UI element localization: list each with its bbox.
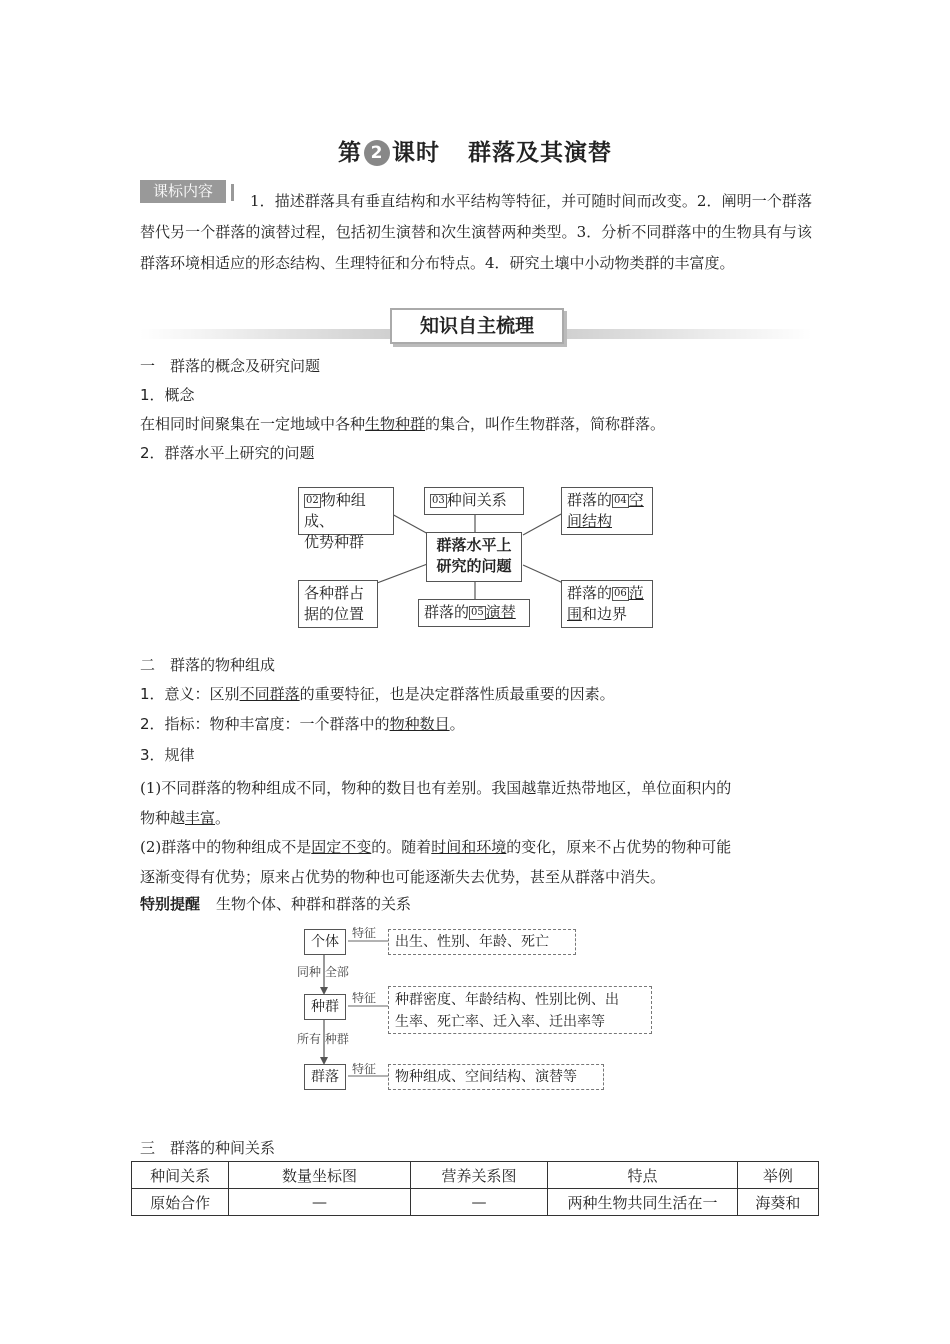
- lesson-number-badge: 2: [364, 140, 390, 166]
- concept-text-b: 的集合，叫作生物群落，简称群落。: [425, 415, 666, 433]
- page-title: [0, 134, 950, 167]
- index-b: 。: [449, 715, 465, 733]
- box1-line1: 物种组成、: [304, 491, 366, 530]
- table-header: 特点: [548, 1162, 738, 1189]
- rule2-key1: 固定不变: [311, 838, 372, 856]
- center-line1: 群落水平上: [436, 536, 512, 554]
- tip-label: 特别提醒: [140, 895, 201, 913]
- rule-label: 3．规律: [140, 746, 195, 764]
- research-label: 2．群落水平上研究的问题: [140, 444, 315, 462]
- flow-node-individual: 个体: [304, 929, 346, 955]
- diagram-box-spatial: [561, 487, 653, 535]
- box6-key2: 围: [567, 605, 583, 623]
- blank-02: 02: [306, 495, 319, 506]
- section-banner: 知识自主梳理: [390, 308, 564, 344]
- standards-text: 1．描述群落具有垂直结构和水平结构等特征，并可随时间而改变。2．阐明一个群落替代另一个群落的演替过程，包括初生演替和次生演替两种类型。3．分析不同群落中的生物具有与该群落环境相适应的形态结构、生理特征和分布特点。4．研究土壤中小动物类群的丰富度。: [140, 192, 812, 272]
- concept-text-a: 在相同时间聚集在一定地域中各种: [140, 415, 366, 433]
- rule1-c: 。: [215, 809, 231, 827]
- flow-desc-3: 物种组成、空间结构、演替等: [388, 1064, 604, 1090]
- meaning-key: 不同群落: [239, 685, 300, 703]
- center-line2: 研究的问题: [436, 557, 512, 575]
- table-cell: —: [229, 1189, 411, 1216]
- rule2-c: 的变化，原来不占优势的物种可能: [506, 838, 732, 856]
- flow-feature-label-1: 特征: [352, 926, 377, 940]
- flow-arrow-label-1: 同种 全部: [297, 965, 349, 979]
- meaning-label: 1．意义：: [140, 685, 210, 703]
- table-header-row: [132, 1162, 819, 1189]
- rule2-a: (2)群落中的物种组成不是: [140, 838, 312, 856]
- concept-key: 生物种群: [365, 415, 426, 433]
- table-header: 种间关系: [132, 1162, 229, 1189]
- diagram-box-interspecific: [424, 487, 524, 515]
- meaning-line: [140, 683, 812, 704]
- blank-03: 03: [432, 495, 445, 506]
- box3-key: 空: [628, 491, 644, 509]
- index-a: 物种丰富度：一个群落中的: [209, 715, 390, 733]
- flow-desc-1: 出生、性别、年龄、死亡: [388, 929, 576, 955]
- section1-heading: 一 群落的概念及研究问题: [140, 357, 321, 375]
- table-cell: 海葵和: [737, 1189, 818, 1216]
- tip-text: 生物个体、种群和群落的关系: [216, 895, 412, 913]
- blank-05: 05: [471, 607, 484, 618]
- blank-06: 06: [614, 588, 627, 599]
- flow-node-population: 种群: [304, 994, 346, 1020]
- meaning-a: 区别: [209, 685, 240, 703]
- section3-heading: 三 群落的种间关系: [140, 1139, 276, 1157]
- box6-prefix: 群落的: [567, 584, 613, 602]
- index-label: 2．指标：: [140, 715, 210, 733]
- flow-node-community: 群落: [304, 1064, 346, 1090]
- title-topic: 群落及其演替: [468, 140, 612, 166]
- box6-key: 范: [628, 584, 644, 602]
- box4-line1: 各种群占: [304, 584, 365, 602]
- rule1-a: (1)不同群落的物种组成不同，物种的数目也有差别。我国越靠近热带地区，单位面积内的: [140, 779, 732, 797]
- diagram-box-boundary: [561, 580, 653, 628]
- table-cell: 两种生物共同生活在一: [548, 1189, 738, 1216]
- flow-desc-2: [388, 986, 652, 1034]
- tip-line: [140, 893, 812, 914]
- diagram-center: [426, 532, 522, 582]
- interspecific-table: [131, 1161, 819, 1216]
- box5-prefix: 群落的: [424, 603, 470, 621]
- flow-feature-label-2: 特征: [352, 991, 377, 1005]
- rule1-key: 丰富: [185, 809, 216, 827]
- table-header: 营养关系图: [410, 1162, 547, 1189]
- diagram-box-composition: [298, 487, 394, 551]
- index-key: 物种数目: [389, 715, 450, 733]
- box5-key: 演替: [485, 603, 516, 621]
- rule2-b: 的。随着: [371, 838, 432, 856]
- box2-text: 种间关系: [446, 491, 507, 509]
- flow-arrow-label-2: 所有 种群: [297, 1032, 349, 1046]
- flow-desc-2-line2: 生率、死亡率、迁入率、迁出率等: [395, 1014, 605, 1030]
- table-header: 举例: [737, 1162, 818, 1189]
- concept-text: [140, 413, 812, 434]
- table-cell: —: [410, 1189, 547, 1216]
- rule2-d: 逐渐变得有优势；原来占优势的物种也可能逐渐失去优势，甚至从群落中消失。: [140, 868, 666, 886]
- flow-desc-2-line1: 种群密度、年龄结构、性别比例、出: [395, 992, 619, 1008]
- blank-04: 04: [614, 495, 627, 506]
- index-line: [140, 713, 812, 734]
- rule2-key2: 时间和环境: [431, 838, 507, 856]
- box4-line2: 据的位置: [304, 605, 365, 623]
- box3-prefix: 群落的: [567, 491, 613, 509]
- section2-heading: 二 群落的物种组成: [140, 656, 276, 674]
- box1-line2: 优势种群: [304, 533, 365, 551]
- standards-tag: 课标内容: [140, 180, 226, 203]
- diagram-box-succession: [418, 599, 530, 627]
- table-row: [132, 1189, 819, 1216]
- rule-2: [140, 832, 812, 892]
- table-cell: 原始合作: [132, 1189, 229, 1216]
- box3-line2: 间结构: [567, 512, 613, 530]
- table-header: 数量坐标图: [229, 1162, 411, 1189]
- flow-feature-label-3: 特征: [352, 1062, 377, 1076]
- meaning-b: 的重要特征，也是决定群落性质最重要的因素。: [299, 685, 615, 703]
- title-prefix: 第: [338, 140, 362, 166]
- concept-label: 1．概念: [140, 386, 195, 404]
- box6-line2: 和边界: [582, 605, 628, 623]
- diagram-box-position: [298, 580, 378, 628]
- rule-1: [140, 773, 812, 833]
- rule1-b: 物种越: [140, 809, 186, 827]
- title-suffix: 课时: [392, 140, 440, 166]
